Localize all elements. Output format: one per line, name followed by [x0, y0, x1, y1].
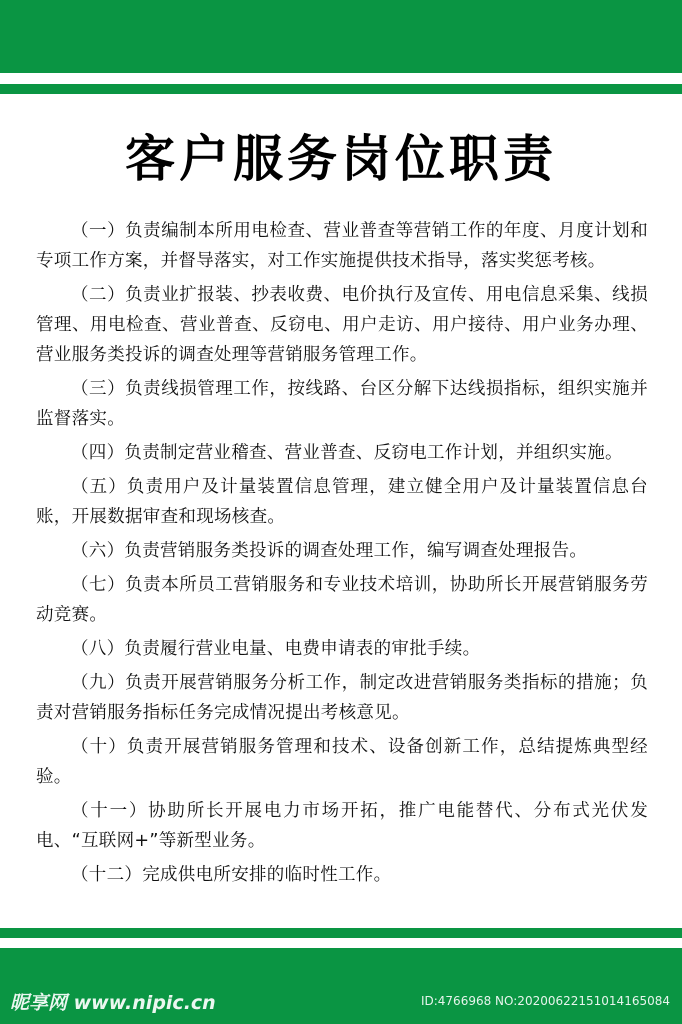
duty-item-1: （一）负责编制本所用电检查、营业普查等营销工作的年度、月度计划和专项工作方案，并督导落实，对工作实施提供技术指导，落实奖惩考核。 [36, 221, 648, 271]
duty-item-10: （十）负责开展营销服务管理和技术、设备创新工作，总结提炼典型经验。 [36, 737, 648, 787]
duty-list [36, 216, 648, 894]
duty-item-12: （十二）完成供电所安排的临时性工作。 [71, 865, 392, 885]
duty-item-4: （四）负责制定营业稽查、营业普查、反窃电工作计划，并组织实施。 [71, 443, 623, 463]
duty-item-8: （八）负责履行营业电量、电费申请表的审批手续。 [71, 639, 481, 659]
duty-item-9: （九）负责开展营销服务分析工作，制定改进营销服务类指标的措施；负责对营销服务指标任务完成情况提出考核意见。 [36, 673, 648, 723]
duty-item-2: （二）负责业扩报装、抄表收费、电价执行及宣传、用电信息采集、线损管理、用电检查、营业普查、反窃电、用户走访、用户接待、用户业务办理、营业服务类投诉的调查处理等营销服务管理工作。 [36, 285, 648, 365]
top-green-band [0, 0, 682, 73]
duty-item-5: （五）负责用户及计量装置信息管理，建立健全用户及计量装置信息台账，开展数据审查和现场核查。 [36, 477, 648, 527]
page-title: 客户服务岗位职责 [125, 130, 557, 188]
duty-item-7: （七）负责本所员工营销服务和专业技术培训，协助所长开展营销服务劳动竞赛。 [36, 575, 648, 625]
watermark-logo: 昵享网 www.nipic.cn [10, 992, 216, 1014]
watermark-id: ID:4766968 NO:20200622151014165084 [420, 994, 670, 1008]
duty-item-6: （六）负责营销服务类投诉的调查处理工作，编写调查处理报告。 [71, 541, 588, 561]
duty-item-11: （十一）协助所长开展电力市场开拓，推广电能替代、分布式光伏发电、“互联网+”等新型业务。 [36, 801, 648, 851]
duty-item-3: （三）负责线损管理工作，按线路、台区分解下达线损指标，组织实施并监督落实。 [36, 379, 648, 429]
bottom-green-stripe [0, 928, 682, 938]
top-green-stripe [0, 84, 682, 94]
